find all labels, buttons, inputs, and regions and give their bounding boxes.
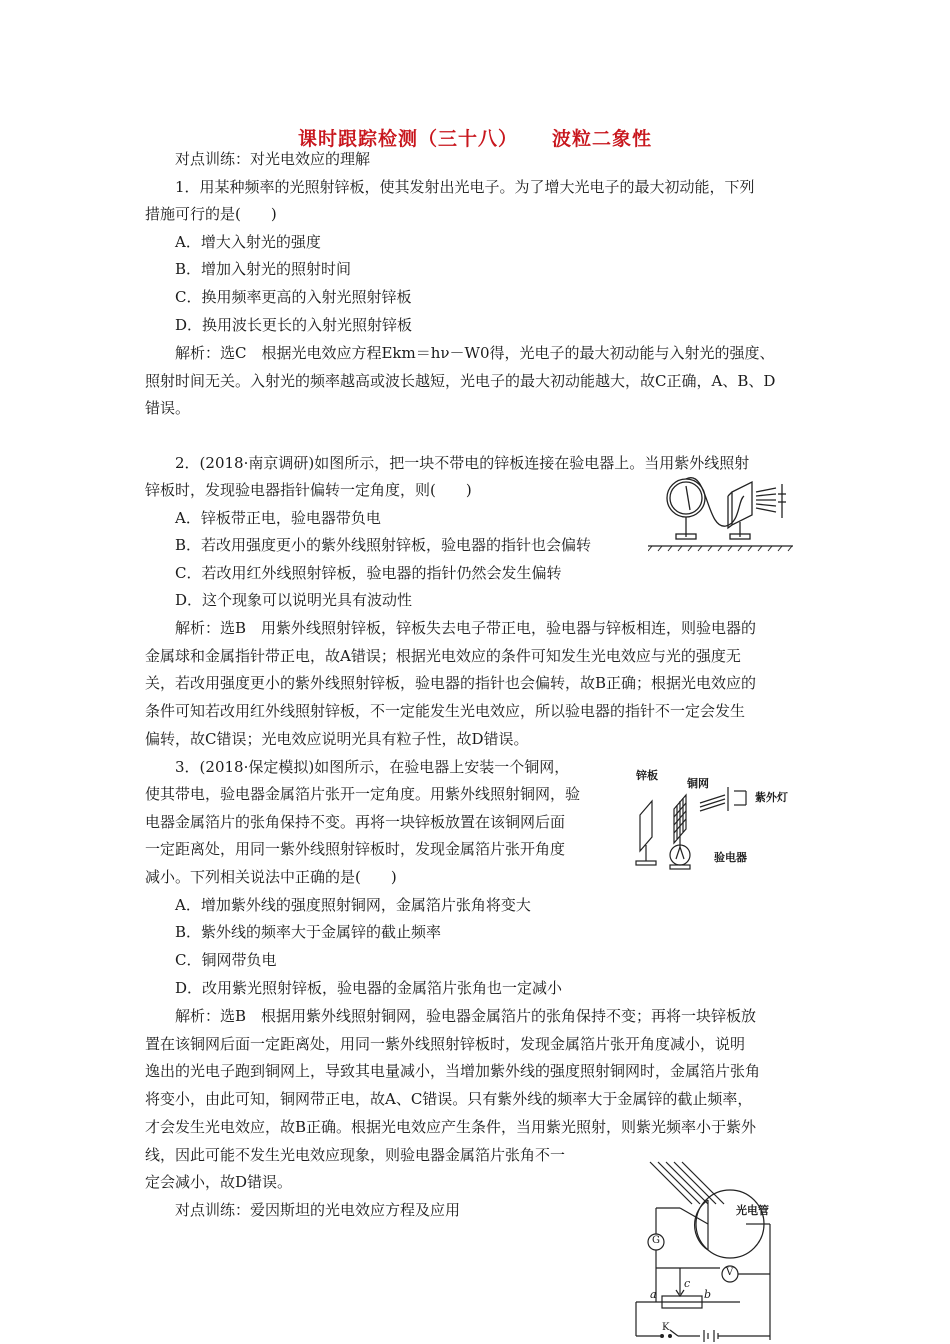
answer-2-line2: 金属球和金属指针带正电，故A错误；根据光电效应的条件可知发生光电效应与光的强度无 bbox=[145, 647, 741, 665]
label-phototube: 光电管 bbox=[736, 1204, 769, 1217]
label-voltmeter: V bbox=[726, 1267, 734, 1278]
answer-3-line1: 解析：选B 根据用紫外线照射铜网，验电器金属箔片的张角保持不变；再将一块锌板放 bbox=[175, 1007, 757, 1025]
answer-2-line5: 偏转，故C错误；光电效应说明光具有粒子性，故D错误。 bbox=[145, 730, 529, 748]
answer-1-line3: 错误。 bbox=[145, 399, 191, 417]
label-zinc-plate: 锌板 bbox=[636, 769, 658, 782]
label-b: b bbox=[704, 1288, 712, 1301]
question-3-stem-cont4: 减小。下列相关说法中正确的是( ) bbox=[145, 868, 397, 886]
question-3-stem-cont1: 使其带电，验电器金属箔片张开一定角度。用紫外线照射铜网，验 bbox=[145, 785, 581, 803]
label-a: a bbox=[650, 1288, 657, 1301]
answer-1-line2: 照射时间无关。入射光的频率越高或波长越短，光电子的最大初动能越大，故C正确，A、B、D bbox=[145, 372, 776, 390]
answer-3-line7: 定会减小，故D错误。 bbox=[145, 1173, 293, 1191]
answer-2-line1: 解析：选B 用紫外线照射锌板，锌板失去电子带正电，验电器与锌板相连，则验电器的 bbox=[175, 619, 757, 637]
answer-3-line2: 置在该铜网后面一定距离处，用同一紫外线照射锌板时，发现金属箔片张开角度减小，说明 bbox=[145, 1035, 746, 1053]
figure-electroscope-zinc bbox=[648, 470, 798, 552]
answer-2-line3: 关，若改用强度更小的紫外线照射锌板，验电器的指针也会偏转，故B正确；根据光电效应的 bbox=[145, 674, 757, 692]
question-1-stem: 1．用某种频率的光照射锌板，使其发射出光电子。为了增大光电子的最大初动能，下列 bbox=[175, 178, 755, 196]
answer-3-line6: 线，因此可能不发生光电效应现象，则验电器金属箔片张角不一 bbox=[145, 1146, 566, 1164]
answer-1-line1: 解析：选C 根据光电效应方程Ekm＝hν－W0得，光电子的最大初动能与入射光的强度、 bbox=[175, 344, 775, 362]
label-c: c bbox=[684, 1277, 691, 1290]
title-main: 课时跟踪检测（三十八） bbox=[297, 128, 518, 150]
figure-phototube-circuit bbox=[620, 1160, 790, 1344]
question-2-stem-cont: 锌板时，发现验电器指针偏转一定角度，则( ) bbox=[145, 481, 472, 499]
page-title bbox=[0, 124, 950, 151]
question-2-stem: 2．(2018·南京调研)如图所示，把一块不带电的锌板连接在验电器上。当用紫外线照射 bbox=[175, 454, 750, 472]
option-2a: A．锌板带正电，验电器带负电 bbox=[175, 509, 381, 527]
option-1c: C．换用频率更高的入射光照射锌板 bbox=[175, 288, 412, 306]
question-3-stem-cont2: 电器金属箔片的张角保持不变。再将一块锌板放置在该铜网后面 bbox=[145, 813, 566, 831]
option-3d: D．改用紫光照射锌板，验电器的金属箔片张角也一定减小 bbox=[175, 979, 563, 997]
label-copper-mesh: 铜网 bbox=[687, 777, 709, 790]
option-3a: A．增加紫外线的强度照射铜网，金属箔片张角将变大 bbox=[175, 896, 531, 914]
option-1a: A．增大入射光的强度 bbox=[175, 233, 321, 251]
question-1-stem-cont: 措施可行的是( ) bbox=[145, 205, 277, 223]
section-heading-2: 对点训练：爱因斯坦的光电效应方程及应用 bbox=[175, 1201, 461, 1219]
option-1d: D．换用波长更长的入射光照射锌板 bbox=[175, 316, 413, 334]
question-3-stem: 3．(2018·保定模拟)如图所示，在验电器上安装一个铜网， bbox=[175, 758, 570, 776]
option-2c: C．若改用红外线照射锌板，验电器的指针仍然会发生偏转 bbox=[175, 564, 562, 582]
label-galvanometer: G bbox=[652, 1235, 660, 1246]
answer-3-line5: 才会发生光电效应，故B正确。根据光电效应产生条件，当用紫光照射，则紫光频率小于紫外 bbox=[145, 1118, 757, 1136]
option-3b: B．紫外线的频率大于金属锌的截止频率 bbox=[175, 923, 442, 941]
section-heading: 对点训练：对光电效应的理解 bbox=[175, 150, 371, 168]
answer-3-line4: 将变小，由此可知，铜网带正电，故A、C错误。只有紫外线的频率大于金属锌的截止频率， bbox=[145, 1090, 753, 1108]
label-k: K bbox=[662, 1322, 670, 1333]
title-topic: 波粒二象性 bbox=[552, 128, 653, 150]
answer-3-line3: 逸出的光电子跑到铜网上，导致其电量减小，当增加紫外线的强度照射铜网时，金属箔片张角 bbox=[145, 1062, 761, 1080]
option-2d: D．这个现象可以说明光具有波动性 bbox=[175, 591, 413, 609]
option-3c: C．铜网带负电 bbox=[175, 951, 277, 969]
figure-copper-mesh bbox=[630, 765, 800, 875]
label-uv-lamp: 紫外灯 bbox=[755, 791, 788, 804]
option-2b: B．若改用强度更小的紫外线照射锌板，验电器的指针也会偏转 bbox=[175, 536, 592, 554]
label-electroscope: 验电器 bbox=[714, 851, 747, 864]
answer-2-line4: 条件可知若改用红外线照射锌板，不一定能发生光电效应，所以验电器的指针不一定会发生 bbox=[145, 702, 746, 720]
question-3-stem-cont3: 一定距离处，用同一紫外线照射锌板时，发现金属箔片张开角度 bbox=[145, 840, 566, 858]
option-1b: B．增加入射光的照射时间 bbox=[175, 260, 352, 278]
